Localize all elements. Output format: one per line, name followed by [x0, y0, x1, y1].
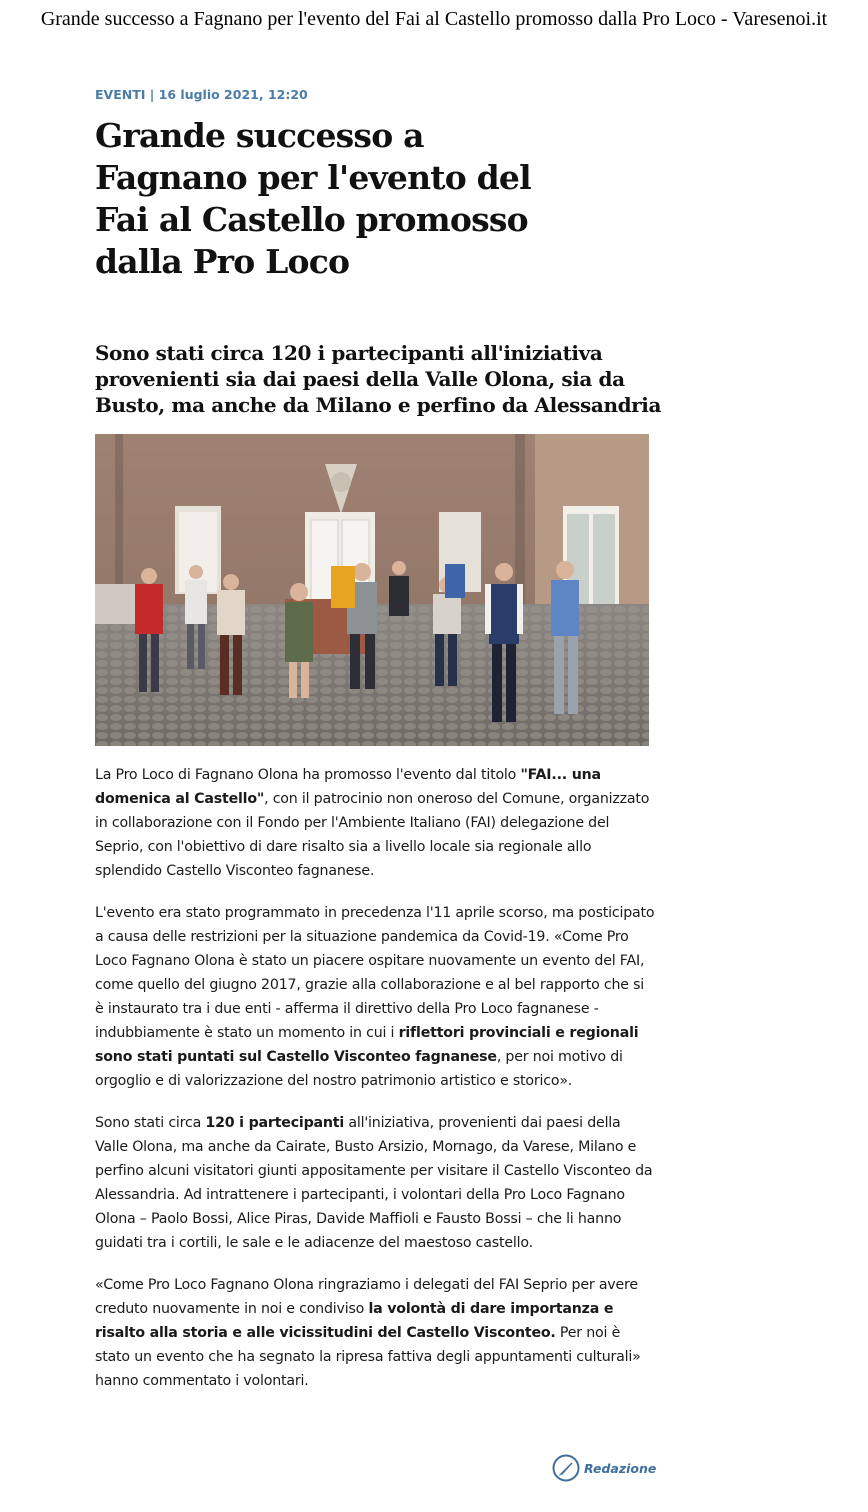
category-link[interactable]: EVENTI [95, 87, 146, 102]
article-paragraph: La Pro Loco di Fagnano Olona ha promosso l'evento dal titolo "FAI... una domenica al Castello", con il patrocinio non oneroso del Comune, organizzato in collaborazione con il Fondo per l'Ambiente Italiano (FAI) delegazione del Seprio, con l'obiettivo di dare risalto sia a livello locale sia regionale allo splendido Castello Visconteo fagnanese. [95, 767, 650, 879]
group-photo-image [95, 434, 649, 746]
article-title: Grande successo a Fagnano per l'evento del Fai al Castello promosso dalla Pro Loco [95, 116, 531, 281]
author-byline[interactable] [552, 1453, 656, 1483]
article-paragraph: L'evento era stato programmato in precedenza l'11 aprile scorso, ma posticipato a causa delle restrizioni per la situazione pandemica da Covid-19. «Come Pro Loco Fagnano Olona è stato un piacere ospitare nuovamente un evento del FAI, come quello del giugno 2017, grazie alla collaborazione e al bel rapporto che si è instaurato tra i due enti - afferma il direttivo della Pro Loco fagnanese - indubbiamente è stato un momento in cui i riflettori provinciali e regionali sono stati puntati sul Castello Visconteo fagnanese, per noi motivo di orgoglio e di valorizzazione del nostro patrimonio artistico e storico». [95, 905, 655, 1089]
meta-separator: | [145, 87, 159, 102]
article-paragraph: «Come Pro Loco Fagnano Olona ringraziamo i delegati del FAI Seprio per avere creduto nuovamente in noi e condiviso la volontà di dare importanza e risalto alla storia e alle vicissitudini del Castello Visconteo. Per noi è stato un evento che ha segnato la ripresa fattiva degli appuntamenti culturali» hanno commentato i volontari. [95, 1277, 641, 1389]
article-meta [95, 87, 308, 102]
article-body [95, 763, 655, 1411]
article-subtitle: Sono stati circa 120 i partecipanti all'iniziativa provenienti sia dai paesi della Valle Olona, sia da Busto, ma anche da Milano e perfino da Alessandria [95, 341, 662, 417]
article-date: 16 luglio 2021, 12:20 [158, 87, 308, 102]
author-name[interactable]: Redazione [584, 1460, 657, 1476]
article-photo [95, 434, 649, 746]
quill-pen-icon [552, 1454, 580, 1482]
page-title: Grande successo a Fagnano per l'evento del Fai al Castello promosso dalla Pro Loco - Varesenoi.it [40, 8, 828, 30]
article-paragraph: Sono stati circa 120 i partecipanti all'iniziativa, provenienti dai paesi della Valle Olona, ma anche da Cairate, Busto Arsizio, Mornago, da Varese, Milano e perfino alcuni visitatori giunti appositamente per visitare il Castello Visconteo da Alessandria. Ad intrattenere i partecipanti, i volontari della Pro Loco Fagnano Olona – Paolo Bossi, Alice Piras, Davide Maffioli e Fausto Bossi – che li hanno guidati tra i cortili, le sale e le adiacenze del maestoso castello. [95, 1115, 653, 1251]
